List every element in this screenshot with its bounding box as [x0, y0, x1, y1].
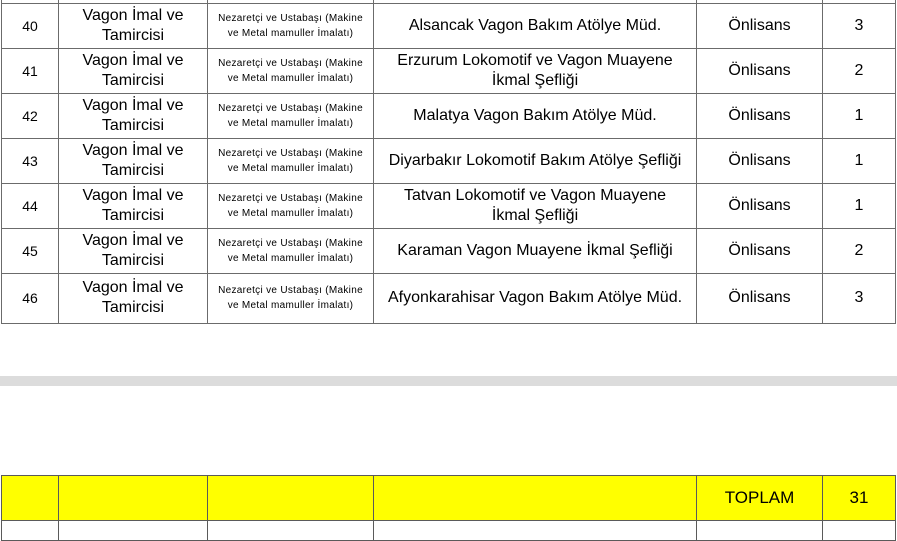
position-type-line-1: Nezaretçi ve Ustabaşı (Makine: [218, 102, 363, 114]
row-number: 42: [2, 93, 59, 138]
position-count-cell: 1: [823, 183, 896, 228]
row-number: 46: [2, 273, 59, 323]
occupation-line-2: Tamircisi: [101, 71, 165, 89]
row-number: 44: [2, 183, 59, 228]
position-count-cell: 2: [823, 48, 896, 93]
total-row: [2, 476, 896, 521]
position-count-cell: 1: [823, 93, 896, 138]
empty-cell: [374, 521, 697, 541]
position-type-cell: [208, 273, 374, 323]
table-row: [2, 183, 896, 228]
staff-allocation-table: [1, 0, 896, 324]
occupation-line-1: Vagon İmal ve: [82, 186, 184, 204]
education-level-cell: Önlisans: [697, 183, 823, 228]
occupation-line-2: Tamircisi: [101, 251, 165, 269]
occupation-line-2: Tamircisi: [101, 299, 165, 316]
work-unit-cell: [374, 228, 697, 273]
position-type-line-2: ve Metal mamuller İmalatı): [227, 72, 354, 84]
table-row: [2, 138, 896, 183]
work-unit-line-1: Tatvan Lokomotif ve Vagon Muayene: [403, 186, 667, 204]
work-unit-cell: [374, 3, 697, 48]
position-type-line-2: ve Metal mamuller İmalatı): [227, 27, 354, 39]
position-type-line-1: Nezaretçi ve Ustabaşı (Makine: [218, 285, 363, 296]
position-type-line-2: ve Metal mamuller İmalatı): [227, 117, 354, 129]
work-unit-cell: [374, 183, 697, 228]
position-type-line-1: Nezaretçi ve Ustabaşı (Makine: [218, 12, 363, 24]
occupation-line-1: Vagon İmal ve: [82, 6, 184, 24]
education-level-cell: Önlisans: [697, 3, 823, 48]
position-type-line-1: Nezaretçi ve Ustabaşı (Makine: [218, 57, 363, 69]
work-unit-line-1: Malatya Vagon Bakım Atölye Müd.: [413, 106, 657, 124]
occupation-line-2: Tamircisi: [101, 26, 165, 44]
work-unit-line-2: İkmal Şefliği: [491, 71, 579, 89]
occupation-cell: [59, 48, 208, 93]
table-row: [2, 93, 896, 138]
position-type-cell: [208, 3, 374, 48]
total-empty-cell: [208, 476, 374, 521]
position-type-line-2: ve Metal mamuller İmalatı): [227, 300, 354, 311]
education-level-cell: Önlisans: [697, 48, 823, 93]
total-empty-cell: [2, 476, 59, 521]
education-level-cell: Önlisans: [697, 93, 823, 138]
work-unit-cell: [374, 93, 697, 138]
education-level-cell: Önlisans: [697, 228, 823, 273]
occupation-line-1: Vagon İmal ve: [82, 279, 184, 296]
education-level-cell: Önlisans: [697, 273, 823, 323]
empty-cell: [823, 521, 896, 541]
occupation-cell: [59, 3, 208, 48]
occupation-line-2: Tamircisi: [101, 161, 165, 179]
occupation-cell: [59, 183, 208, 228]
position-type-line-1: Nezaretçi ve Ustabaşı (Makine: [218, 147, 363, 159]
occupation-line-1: Vagon İmal ve: [82, 141, 184, 159]
work-unit-cell: [374, 273, 697, 323]
occupation-cell: [59, 138, 208, 183]
total-empty-cell: [59, 476, 208, 521]
table-row: [2, 48, 896, 93]
work-unit-line-1: Diyarbakır Lokomotif Bakım Atölye Şefliği: [388, 151, 682, 169]
position-type-cell: [208, 228, 374, 273]
work-unit-line-1: Alsancak Vagon Bakım Atölye Müd.: [408, 16, 662, 34]
total-table: [1, 475, 896, 541]
table-row: [2, 273, 896, 323]
work-unit-line-1: Karaman Vagon Muayene İkmal Şefliği: [397, 241, 673, 259]
work-unit-line-2: İkmal Şefliği: [491, 206, 579, 224]
work-unit-cell: [374, 48, 697, 93]
table-body: [2, 0, 896, 323]
occupation-line-1: Vagon İmal ve: [82, 51, 184, 69]
empty-cell: [208, 521, 374, 541]
row-number: 43: [2, 138, 59, 183]
row-number: 41: [2, 48, 59, 93]
work-unit-line-1: Erzurum Lokomotif ve Vagon Muayene: [397, 51, 673, 69]
total-empty-cell: [374, 476, 697, 521]
work-unit-cell: [374, 138, 697, 183]
position-type-cell: [208, 93, 374, 138]
position-count-cell: 1: [823, 138, 896, 183]
work-unit-line-1: Afyonkarahisar Vagon Bakım Atölye Müd.: [387, 289, 683, 306]
empty-cell: [697, 521, 823, 541]
table-row: [2, 228, 896, 273]
position-count-cell: 2: [823, 228, 896, 273]
empty-cell: [59, 521, 208, 541]
position-count-cell: 3: [823, 3, 896, 48]
occupation-cell: [59, 273, 208, 323]
position-type-line-1: Nezaretçi ve Ustabaşı (Makine: [218, 192, 363, 204]
row-number: 40: [2, 3, 59, 48]
education-level-cell: Önlisans: [697, 138, 823, 183]
occupation-cell: [59, 93, 208, 138]
page-break-gap: [0, 376, 897, 386]
next-row-start: [2, 521, 896, 541]
position-count-cell: 3: [823, 273, 896, 323]
row-number: 45: [2, 228, 59, 273]
table-row: [2, 3, 896, 48]
total-label: TOPLAM: [697, 476, 823, 521]
occupation-line-2: Tamircisi: [101, 116, 165, 134]
position-type-cell: [208, 138, 374, 183]
position-type-line-2: ve Metal mamuller İmalatı): [227, 207, 354, 219]
occupation-line-1: Vagon İmal ve: [82, 231, 184, 249]
total-value: 31: [823, 476, 896, 521]
position-type-line-2: ve Metal mamuller İmalatı): [227, 252, 354, 264]
position-type-cell: [208, 48, 374, 93]
position-type-line-2: ve Metal mamuller İmalatı): [227, 162, 354, 174]
position-type-cell: [208, 183, 374, 228]
occupation-line-2: Tamircisi: [101, 206, 165, 224]
occupation-line-1: Vagon İmal ve: [82, 96, 184, 114]
occupation-cell: [59, 228, 208, 273]
empty-cell: [2, 521, 59, 541]
position-type-line-1: Nezaretçi ve Ustabaşı (Makine: [218, 237, 363, 249]
